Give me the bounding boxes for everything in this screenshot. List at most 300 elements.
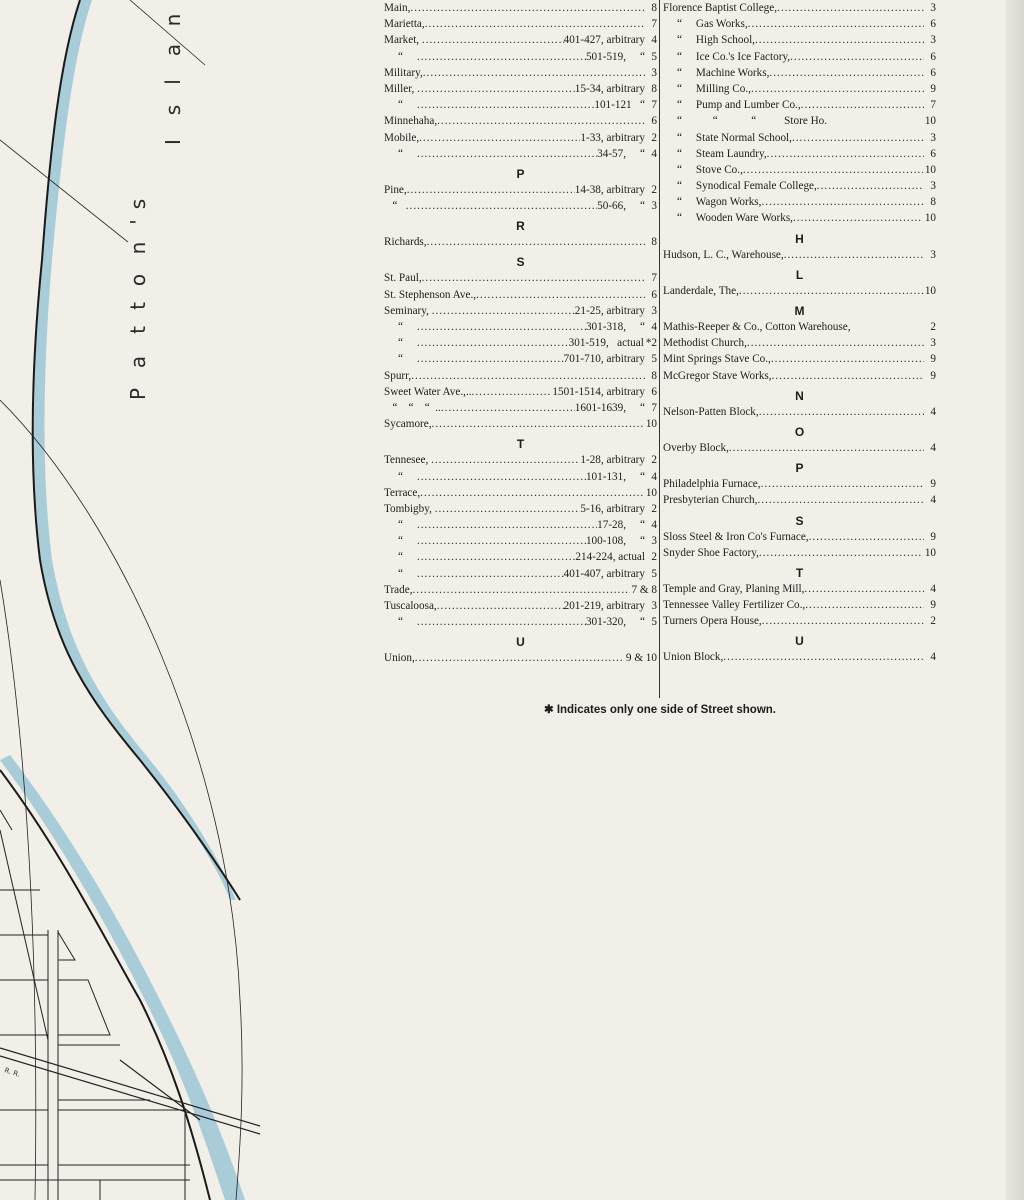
entry-name: McGregor Stave Works, (663, 369, 772, 382)
entry-name: Richards, (384, 236, 427, 249)
index-entry (384, 130, 657, 146)
entry-sheet-number: 10 (645, 418, 657, 431)
entry-name: Temple and Gray, Planing Mill, (663, 582, 805, 595)
entry-name: “ Machine Works, (663, 66, 770, 79)
entry-sheet-number: 4 (930, 651, 936, 664)
leader-dots (417, 97, 594, 113)
index-entry (663, 65, 936, 81)
index-section-letter: T (795, 565, 804, 580)
entry-name: “ (384, 200, 406, 213)
entry-sheet-number: 8 (651, 236, 657, 249)
entry-sheet-number: 6 (930, 147, 936, 160)
index-entry (663, 581, 936, 597)
index-entry (384, 113, 657, 129)
entry-name: Sweet Water Ave.,.. (384, 385, 472, 398)
entry-range: 100-108, “ (585, 535, 645, 548)
entry-range: 101-131, “ (585, 470, 645, 483)
entry-name: “ (384, 535, 417, 548)
entry-range: 301-320, “ (585, 616, 645, 629)
entry-name: “ Steam Laundry, (663, 147, 767, 160)
entry-sheet-number: 5 (651, 616, 657, 629)
entry-name: St. Stephenson Ave., (384, 288, 477, 301)
street-index-column (384, 0, 657, 667)
entry-sheet-number: 7 (651, 99, 657, 112)
index-entry (663, 319, 936, 335)
index-entry (384, 614, 657, 630)
leader-dots (417, 566, 564, 582)
leader-dots (422, 270, 645, 286)
index-section-letter: M (794, 304, 805, 318)
entry-sheet-number: 8 (651, 369, 657, 382)
leader-dots (777, 0, 924, 16)
leader-dots (762, 613, 924, 629)
entry-sheet-number: 2 (651, 454, 657, 467)
entry-sheet-number: 10 (645, 486, 657, 499)
entry-name: St. Paul, (384, 272, 422, 285)
leader-dots (729, 440, 924, 456)
leader-dots (476, 287, 645, 303)
entry-range: 50-66, “ (597, 200, 645, 213)
entry-sheet-number: 2 (651, 502, 657, 515)
entry-sheet-number: 5 (651, 353, 657, 366)
leader-dots (417, 517, 597, 533)
index-entry (384, 81, 657, 97)
entry-sheet-number: 10 (924, 212, 936, 225)
index-entry (663, 81, 936, 97)
entry-sheet-number: 3 (651, 535, 657, 548)
island-label-letter: I (161, 139, 185, 145)
index-entry (663, 0, 936, 16)
entry-name: Tennessee Valley Fertilizer Co., (663, 599, 806, 612)
index-entry (384, 16, 657, 32)
leader-dots (767, 146, 924, 162)
entry-name: Sloss Steel & Iron Co's Furnace, (663, 530, 809, 543)
leader-dots (417, 81, 575, 97)
island-label-letter: a (126, 355, 150, 369)
entry-name: Mathis-Reeper & Co., Cotton Warehouse, (663, 321, 851, 333)
leader-dots (757, 492, 924, 508)
index-entry (384, 182, 657, 198)
entry-sheet-number: 10 (924, 163, 936, 176)
entry-name: “ Gas Works, (663, 18, 748, 31)
entry-name: “ Ice Co.'s Ice Factory, (663, 50, 791, 63)
index-entry (384, 0, 657, 16)
index-entry (663, 16, 936, 32)
entry-sheet-number: 4 (651, 34, 657, 47)
index-section-letter: P (795, 461, 804, 476)
index-entry (384, 566, 657, 582)
leader-dots (417, 49, 586, 65)
entry-name: Main, (384, 2, 411, 14)
entry-name: Snyder Shoe Factory, (663, 546, 759, 559)
entry-name: Spurr, (384, 369, 412, 382)
index-entry (384, 146, 657, 162)
index-entry (384, 469, 657, 485)
entry-name: “ (384, 567, 417, 580)
index-entry (384, 303, 657, 319)
index-entry (663, 440, 936, 456)
island-label-letter: t (126, 326, 150, 334)
island-label-letter: ' (126, 219, 150, 225)
entry-sheet-number: 8 (930, 196, 936, 209)
railroad (0, 1048, 260, 1134)
entry-sheet-number: 6 (651, 385, 657, 398)
entry-sheet-number: 7 (651, 272, 657, 285)
entry-sheet-number: 5 (651, 567, 657, 580)
entry-range: 401-427, arbitrary (563, 34, 645, 47)
index-entry (384, 97, 657, 113)
index-entry (384, 270, 657, 286)
entry-name: Sycamore, (384, 418, 432, 431)
entry-sheet-number: 3 (930, 2, 936, 14)
index-entry (384, 485, 657, 501)
entry-range: 301-318, “ (585, 321, 645, 333)
index-entry (663, 335, 936, 351)
entry-range: 1-33, arbitrary (580, 131, 645, 144)
entry-sheet-number: 4 (651, 321, 657, 333)
leader-dots (415, 650, 624, 666)
leader-dots (755, 32, 924, 48)
leader-dots (431, 452, 580, 468)
entry-range: 1601-1639, “ (574, 401, 645, 414)
entry-sheet-number: 3 (930, 180, 936, 193)
index-entry (663, 162, 936, 178)
leader-dots (437, 113, 645, 129)
leader-dots (748, 16, 924, 32)
entry-sheet-number: 6 (930, 18, 936, 31)
entry-name: Market, (384, 34, 422, 47)
entry-name: “ Wagon Works, (663, 196, 762, 209)
leader-dots (435, 501, 581, 517)
entry-sheet-number: 8 (651, 2, 657, 14)
entry-range: 21-25, arbitrary (574, 304, 645, 317)
index-entry (663, 49, 936, 65)
index-entry (663, 529, 936, 545)
index-entry (384, 582, 657, 598)
entry-range: 701-710, arbitrary (563, 353, 645, 366)
entry-range: 214-224, actual (575, 551, 645, 564)
entry-name: Hudson, L. C., Warehouse, (663, 248, 784, 261)
entry-name: Tennesee, (384, 454, 432, 467)
entry-name: Mobile, (384, 131, 420, 144)
entry-range: 1501-1514, arbitrary (552, 385, 645, 398)
entry-name: Nelson-Patten Block, (663, 405, 759, 418)
entry-sheet-number: 3 (651, 66, 657, 79)
entry-sheet-number: 4 (651, 470, 657, 483)
leader-dots (793, 210, 923, 226)
building-index-column (663, 0, 936, 666)
index-entry (663, 97, 936, 113)
index-entry (384, 368, 657, 384)
leader-dots (422, 32, 564, 48)
entry-sheet-number: 9 & 10 (625, 652, 657, 665)
leader-dots (407, 182, 575, 198)
entry-sheet-number: 9 (930, 599, 936, 612)
leader-dots (804, 581, 924, 597)
leader-dots (472, 384, 553, 400)
entry-name: Florence Baptist College, (663, 2, 778, 14)
entry-sheet-number: 3 (651, 200, 657, 213)
index-entry (384, 49, 657, 65)
entry-sheet-number: 8 (651, 82, 657, 95)
entry-name: “ Wooden Ware Works, (663, 212, 793, 225)
leader-dots (761, 194, 924, 210)
entry-name: “ Pump and Lumber Co., (663, 99, 801, 112)
index-entry (384, 198, 657, 214)
entry-name: “ “ “ Store Ho. (663, 115, 828, 128)
entry-name: Seminary, (384, 304, 432, 317)
leader-dots (723, 649, 924, 665)
leader-dots (784, 247, 924, 263)
entry-name: “ (384, 551, 417, 564)
entry-sheet-number: 5 (651, 50, 657, 63)
index-section-letter: L (795, 267, 804, 282)
entry-sheet-number: 6 (651, 115, 657, 128)
entry-name: Union Block, (663, 651, 724, 664)
index-section-letter: N (795, 388, 804, 403)
leader-dots (417, 335, 569, 351)
entry-name: Landerdale, The, (663, 284, 739, 297)
leader-dots (805, 597, 924, 613)
leader-dots (751, 81, 924, 97)
entry-sheet-number: 7 (651, 401, 657, 414)
entry-name: “ (384, 50, 417, 63)
entry-name: “ (384, 470, 417, 483)
entry-name: “ (384, 519, 417, 532)
index-entry (663, 194, 936, 210)
leader-dots (432, 303, 575, 319)
entry-name: “ State Normal School, (663, 131, 792, 144)
entry-sheet-number: 4 (930, 494, 936, 507)
index-entry (663, 613, 936, 629)
index-entry (384, 501, 657, 517)
index-section-letter: P (516, 166, 525, 181)
index-entry (384, 32, 657, 48)
entry-name: Philadelphia Furnace, (663, 478, 761, 491)
entry-sheet-number: 7 & 8 (631, 583, 657, 596)
column-divider (659, 0, 660, 698)
index-entry (663, 476, 936, 492)
entry-name: Union, (384, 652, 415, 665)
entry-sheet-number: 4 (930, 582, 936, 595)
index-entry (384, 384, 657, 400)
entry-sheet-number: 3 (930, 34, 936, 47)
leader-dots (417, 533, 586, 549)
entry-name: “ “ “ .. (384, 401, 441, 414)
entry-name: “ Milling Co., (663, 82, 751, 95)
entry-sheet-number: 2 (651, 131, 657, 144)
entry-sheet-number: 2 (651, 551, 657, 564)
entry-name: “ High School, (663, 34, 755, 47)
index-section-letter: U (516, 635, 525, 650)
entry-name: “ (384, 616, 417, 629)
entry-name: “ (384, 321, 417, 333)
island-label-letter: s (161, 104, 185, 116)
footnote: ✱ Indicates only one side of Street shown. (543, 704, 776, 716)
entry-name: Miller, (384, 82, 418, 95)
entry-sheet-number: 9 (930, 82, 936, 95)
entry-sheet-number: 3 (930, 248, 936, 261)
index-entry (663, 368, 936, 384)
index-entry (663, 113, 936, 129)
entry-name: Trade, (384, 583, 413, 596)
index-entry (663, 130, 936, 146)
leader-dots (419, 130, 580, 146)
index-entry (384, 65, 657, 81)
entry-sheet-number: 2 (651, 183, 657, 196)
leader-dots (809, 529, 924, 545)
entry-name: Turners Opera House, (663, 615, 762, 628)
entry-range: 101-121 “ (594, 99, 645, 112)
index-section-letter: U (795, 634, 804, 649)
index-entry (663, 210, 936, 226)
entry-range: 301-519, actual (568, 337, 644, 350)
entry-range: 501-519, “ (585, 50, 645, 63)
leader-dots (759, 545, 923, 561)
leader-dots (425, 16, 645, 32)
entry-range: 5-16, arbitrary (580, 502, 645, 515)
index-entry (663, 404, 936, 420)
index-section-letter: S (795, 513, 804, 528)
leader-dots (747, 335, 924, 351)
index-entry (663, 492, 936, 508)
entry-sheet-number: 10 (924, 546, 936, 559)
leader-dots (441, 400, 575, 416)
entry-range: 17-28, “ (597, 519, 645, 532)
entry-name: Tuscaloosa, (384, 600, 437, 612)
index-section-letter: R (516, 219, 525, 234)
island-label-letter: P (126, 387, 150, 401)
index-section-letter: O (794, 424, 805, 439)
entry-sheet-number: 4 (651, 147, 657, 160)
entry-sheet-number: 4 (651, 519, 657, 532)
entry-range: 34-57, “ (597, 147, 645, 160)
entry-range: 201-219, arbitrary (563, 600, 645, 612)
entry-sheet-number: 10 (924, 115, 936, 128)
index-entry (384, 517, 657, 533)
entry-name: “ Stove Co., (663, 163, 743, 176)
leader-dots (769, 65, 924, 81)
entry-sheet-number: 6 (930, 50, 936, 63)
index-section-letter: S (516, 255, 525, 270)
index-entry (663, 283, 936, 299)
leader-dots (420, 485, 644, 501)
leader-dots (417, 146, 597, 162)
leader-dots (801, 97, 924, 113)
entry-name: “ (384, 147, 417, 160)
island-label-letter: o (126, 273, 150, 287)
entry-name: “ (384, 353, 417, 366)
island-label-letter: t (126, 302, 150, 310)
entry-range: 401-407, arbitrary (563, 567, 645, 580)
index-entry (663, 649, 936, 665)
entry-range: 15-34, arbitrary (574, 82, 645, 95)
entry-sheet-number: 3 (651, 304, 657, 317)
entry-sheet-number: 7 (930, 99, 936, 112)
index-entry (384, 400, 657, 416)
entry-name: Presbyterian Church, (663, 494, 758, 507)
entry-sheet-number: 6 (930, 66, 936, 79)
entry-range: 14-38, arbitrary (574, 183, 645, 196)
index-entry (384, 287, 657, 303)
index-entry (384, 416, 657, 432)
entry-name: “ (384, 337, 417, 350)
leader-dots (437, 598, 564, 614)
leader-dots (772, 368, 924, 384)
entry-sheet-number: *2 (645, 337, 657, 350)
island-label-letter: n (126, 241, 150, 255)
index-entry (663, 597, 936, 613)
entry-sheet-number: 3 (930, 337, 936, 350)
index-entry (384, 533, 657, 549)
leader-dots (739, 283, 923, 299)
entry-name: Overby Block, (663, 441, 729, 454)
index-section-letter: T (516, 437, 525, 452)
leader-dots (427, 234, 645, 250)
entry-name: Mint Springs Stave Co., (663, 353, 771, 366)
index-entry (663, 247, 936, 263)
survey-line (0, 140, 128, 242)
island-label-letter: a (161, 43, 185, 57)
leader-dots (417, 351, 564, 367)
entry-sheet-number: 9 (930, 478, 936, 491)
entry-sheet-number: 3 (651, 600, 657, 612)
page-edge (1006, 0, 1024, 1200)
leader-dots (417, 549, 575, 565)
leader-dots (792, 130, 924, 146)
entry-name: Tombigby, (384, 502, 435, 515)
leader-dots (743, 162, 923, 178)
entry-sheet-number: 4 (930, 441, 936, 454)
index-entry (384, 650, 657, 666)
leader-dots (771, 351, 924, 367)
leader-dots (413, 582, 630, 598)
entry-sheet-number: 2 (930, 321, 936, 333)
entry-sheet-number: 10 (924, 284, 936, 297)
island-label-letter: s (126, 198, 150, 210)
index-entry (384, 351, 657, 367)
leader-dots (432, 416, 644, 432)
entry-name: Pine, (384, 183, 407, 196)
leader-dots (410, 0, 645, 16)
entry-name: Marietta, (384, 18, 425, 31)
island-label (128, 0, 188, 400)
index-entry (663, 146, 936, 162)
leader-dots (790, 49, 924, 65)
index-entry (384, 319, 657, 335)
leader-dots (417, 614, 586, 630)
entry-sheet-number: 9 (930, 369, 936, 382)
leader-dots (406, 198, 597, 214)
leader-dots (761, 476, 924, 492)
entry-sheet-number: 7 (651, 18, 657, 31)
entry-sheet-number: 9 (930, 353, 936, 366)
island-label-letter: l (161, 79, 185, 85)
leader-dots (759, 404, 924, 420)
entry-sheet-number: 6 (651, 288, 657, 301)
index-section-letter: H (795, 231, 804, 246)
entry-name: “ Synodical Female College, (663, 180, 817, 193)
index-entry (384, 452, 657, 468)
island-label-letter: n (161, 13, 185, 27)
index-entry (663, 545, 936, 561)
entry-sheet-number: 2 (930, 615, 936, 628)
index-entry (384, 335, 657, 351)
entry-name: Methodist Church, (663, 337, 747, 350)
entry-name: Minnehaha, (384, 115, 438, 128)
entry-sheet-number: 4 (930, 405, 936, 418)
entry-range: 1-28, arbitrary (580, 454, 645, 467)
